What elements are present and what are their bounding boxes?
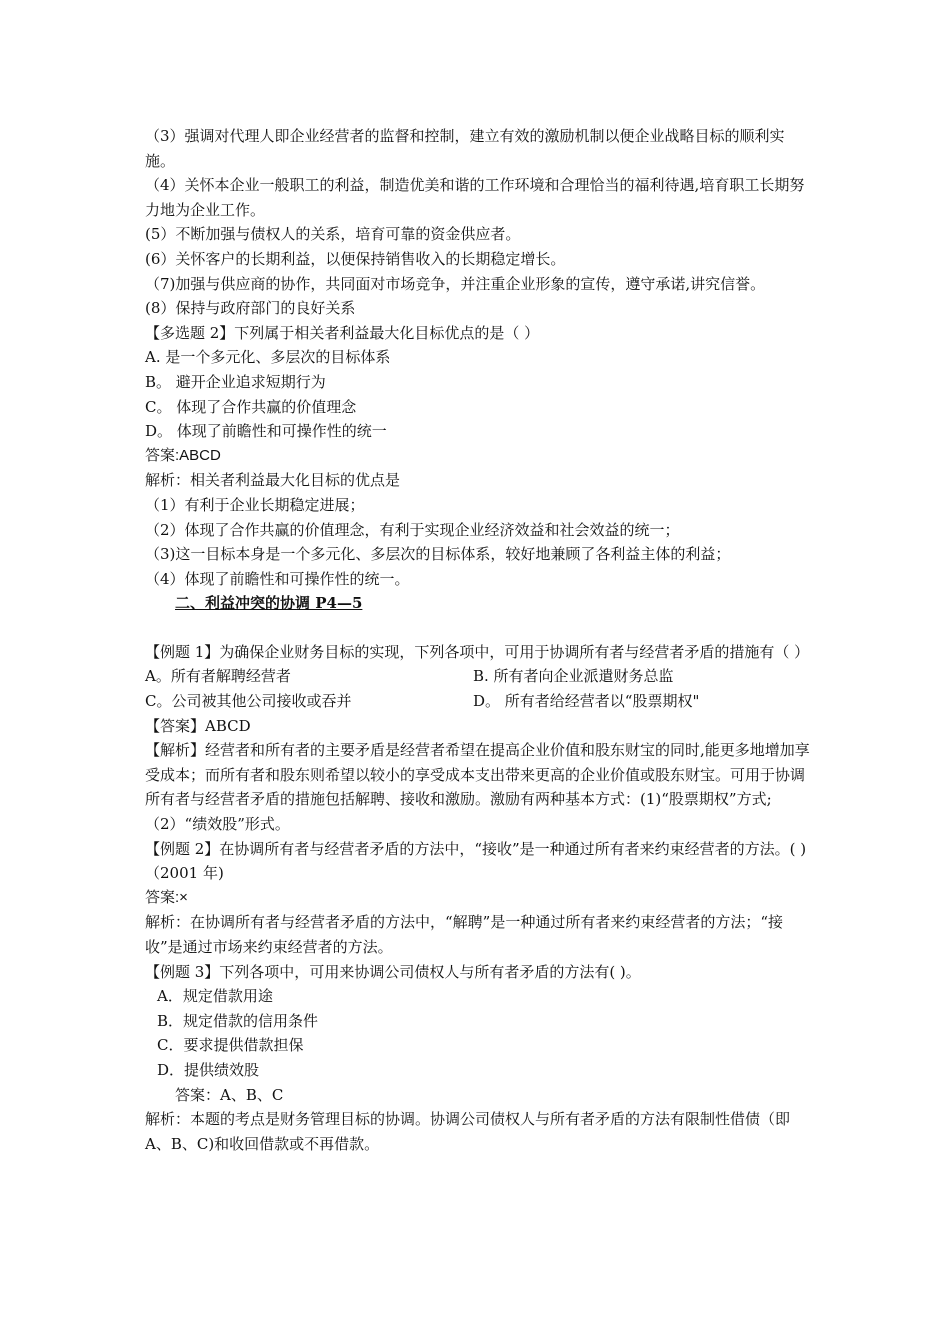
example-2-answer: 答案:×: [145, 888, 188, 906]
answer: 答案:ABCD: [145, 446, 221, 464]
example-1-options-row-2: [145, 689, 810, 714]
example-1-options-row-1: [145, 664, 810, 689]
example-1-explanation: 【解析】经营者和所有者的主要矛盾是经营者希望在提高企业价值和股东财宝的同时,能更多地增加享受成本；而所有者和股东则希望以较小的享受成本支出带来更高的企业价值或股东财宝。可用于协调所有者与经营者矛盾的措施包括解聘、接收和激励。激励有两种基本方式：(1)“股票期权”方式;（2）“绩效股”形式。: [145, 741, 810, 834]
explanation-item-1: （1）有利于企业长期稳定进展；: [145, 495, 365, 514]
option-b: B。 避开企业追求短期行为: [145, 372, 326, 391]
section-heading: 二、利益冲突的协调 P4—5: [175, 594, 363, 613]
example-3-option-d: D．提供绩效股: [157, 1060, 260, 1079]
example-3-answer: 答案：A、B、C: [175, 1085, 284, 1104]
option-c: C。 体现了合作共赢的价值理念: [145, 397, 357, 416]
example-1-question: 【例题 1】为确保企业财务目标的实现，下列各项中，可用于协调所有者与经营者矛盾的措施有（ ）: [145, 642, 810, 661]
spacer: [145, 616, 810, 640]
option-a: A. 是一个多元化、多层次的目标体系: [145, 348, 391, 367]
explanation-item-4: （4）体现了前瞻性和可操作性的统一。: [145, 569, 410, 588]
paragraph-5: (5）不断加强与债权人的关系，培育可靠的资金供应者。: [145, 225, 521, 244]
option-d: D。 体现了前瞻性和可操作性的统一: [145, 422, 387, 441]
example-3-option-a: A．规定借款用途: [157, 987, 273, 1006]
question-multi-2: 【多选题 2】下列属于相关者利益最大化目标优点的是（ ）: [145, 323, 540, 342]
example-3-option-b: B．规定借款的信用条件: [157, 1011, 319, 1030]
explanation-item-2: （2）体现了合作共赢的价值理念，有利于实现企业经济效益和社会效益的统一；: [145, 520, 680, 539]
explanation: 解析：相关者利益最大化目标的优点是: [145, 471, 401, 490]
example-1-answer: 【答案】ABCD: [145, 716, 251, 735]
example-1-option-b: B. 所有者向企业派遣财务总监: [473, 667, 674, 686]
example-1-option-d: D。 所有者给经营者以“股票期权": [473, 692, 700, 711]
example-3-explanation: 解析：本题的考点是财务管理目标的协调。协调公司债权人与所有者矛盾的方法有限制性借债（即A、B、C)和收回借款或不再借款。: [145, 1110, 791, 1153]
explanation-item-3: （3)这一目标本身是一个多元化、多层次的目标体系，较好地兼顾了各利益主体的利益；: [145, 545, 731, 564]
paragraph-3: （3）强调对代理人即企业经营者的监督和控制，建立有效的激励机制以便企业战略目标的顺利实施。: [145, 127, 785, 170]
example-1-option-c: C。公司被其他公司接收或吞并: [145, 692, 352, 711]
document-body: [145, 124, 810, 1156]
paragraph-7: （7)加强与供应商的协作，共同面对市场竞争，并注重企业形象的宣传，遵守承诺,讲究信誉。: [145, 274, 766, 293]
example-3-option-c: C．要求提供借款担保: [157, 1036, 304, 1055]
example-3-question: 【例题 3】下列各项中，可用来协调公司债权人与所有者矛盾的方法有( )。: [145, 962, 641, 981]
paragraph-4: （4）关怀本企业一般职工的利益，制造优美和谐的工作环境和合理恰当的福利待遇,培育职工长期努力地为企业工作。: [145, 176, 805, 219]
paragraph-8: (8）保持与政府部门的良好关系: [145, 299, 356, 318]
example-1-option-a: A。所有者解聘经营者: [145, 667, 291, 686]
paragraph-6: (6）关怀客户的长期利益，以便保持销售收入的长期稳定增长。: [145, 249, 566, 268]
example-2-question: 【例题 2】在协调所有者与经营者矛盾的方法中，“接收”是一种通过所有者来约束经营者的方法。( ) （2001 年): [145, 839, 807, 883]
example-2-explanation: 解析：在协调所有者与经营者矛盾的方法中，“解聘”是一种通过所有者来约束经营者的方法；“接收”是通过市场来约束经营者的方法。: [145, 913, 784, 956]
